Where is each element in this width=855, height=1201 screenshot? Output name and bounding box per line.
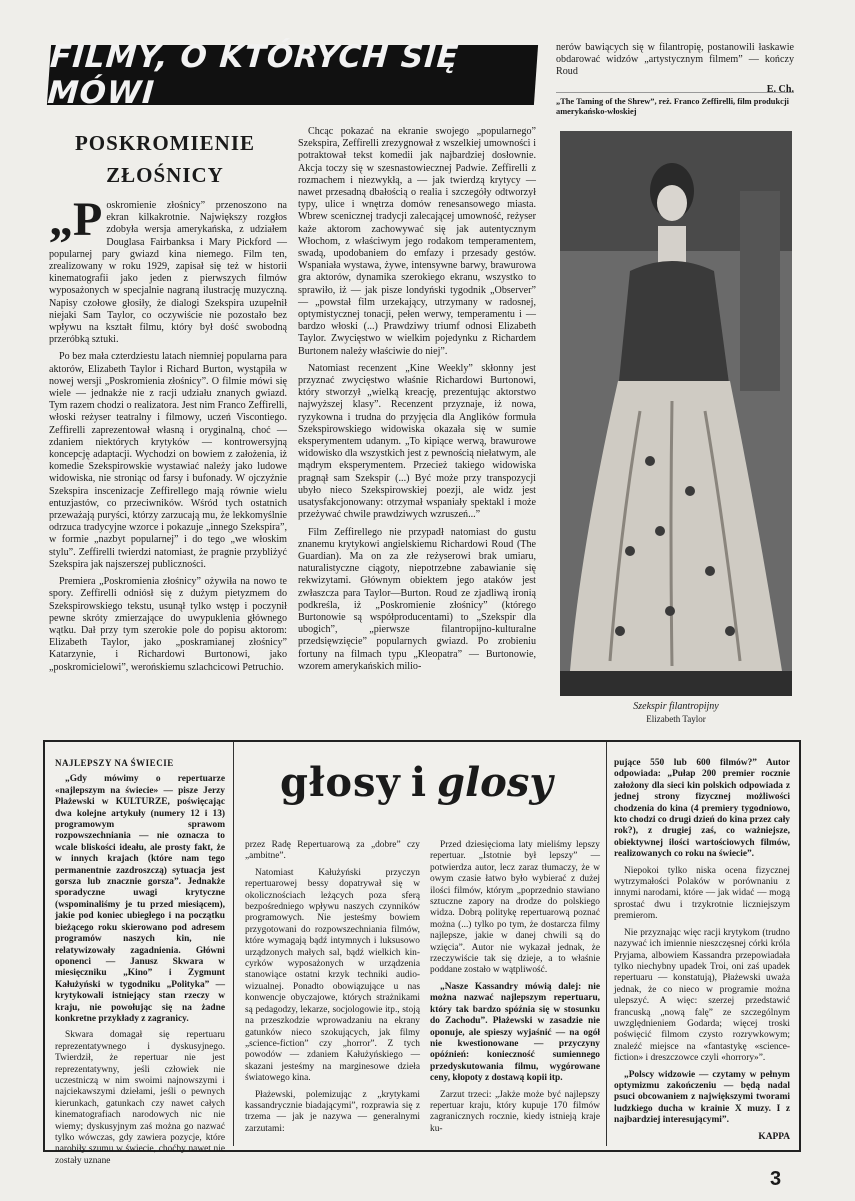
glosy-column-4	[614, 758, 790, 1143]
glosy-paragraph: Skwara domagał się repertuaru reprezentatywnego i dyskusyjnego. Twierdził, że repertuar nie jest reprezentatywny, jeśli człowiek nie uczestniczą w nim swoimi najnowszymi i najciekawszymi dziełami, jeśli o pewnych kierunkach, gatunkach czy nawet całych kinematografiach narodowych nic nie wiemy; dyskusyjnym zaś można go nazwać tylko wówczas, gdy zawiera pozycje, które narobiły szumu w świecie, choćby nawet nie zostały uznane	[55, 1030, 225, 1166]
glosy-column-heading: NAJLEPSZY NA ŚWIECIE	[55, 758, 174, 768]
glosy-paragraph: Płażewski, polemizując z „krytykami kassandrycznie biadającymi”, rozprawia się z trzema — jak je nazywa — generalnymi zarzutami:	[245, 1089, 420, 1134]
glosy-paragraph: Niepokoi tylko niska ocena fizycznej wytrzymałości Polaków w porównaniu z innymi narodami, które — jak widać — mogą sprostać dwu i trzykrotnie liczniejszym premierom.	[614, 865, 790, 922]
article-column-2	[298, 126, 536, 726]
article-paragraph: oskromienie złośnicy” przenoszono na ekran kilkakrotnie. Największy rozgłos zdobyła wersja amerykańska, z udziałem Douglasa Fairbanksa i Mary Pickford — popularnej pary gwiazd kina niemego. Film ten, zrealizowany w roku 1929, zapisał się też w historii kinematografii jako jeden z pierwszych filmów wyposażonych w specjalnie nagraną ilustrację muzyczną. Napisy czołowe głosiły, że dialogi Szekspira uzupełnił niejaki Sam Taylor, co oczywiście nie pozostało bez wpływu na kształt filmu, który był dość swobodną przeróbką sztuki.	[49, 200, 287, 346]
glosy-paragraph: „Gdy mówimy o repertuarze «najlepszym na świecie» — pisze Jerzy Płażewski w KULTURZE, poświęcając dwa kolejne artykuły (numery 12 i 13) programowym sprawom rozpowszechniania — nie oznacza to wcale bliskości ideału, ale prosty fakt, że w innych krajach (które nam tego permanentnie zazdroszczą) sytuacja jest gorsza lub znacznie gorsza”. Jednakże sporadyczne uwagi krytyczne (wspominaliśmy je tu przed miesiącem), jakie pod koniec ubiegłego i na początku bieżącego roku skierowano pod adresem programów naszych kin, nie relatywizowały zagadnienia. Główni oponenci — Janusz Skwara w miesięczniku „Kino” i Zygmunt Kałużyński w tygodniku „Polityka” — krytykowali istniejący stan rzeczy w kraju, nie powołując się na żadne konkretne przykłady z zagranicy.	[55, 774, 225, 1024]
film-credit-caption: „The Taming of the Shrew”, reż. Franco Zeffirelli, film produkcji amerykańsko-włoskiej	[556, 92, 794, 117]
glosy-paragraph: „Nasze Kassandry mówią dalej: nie można nazwać najlepszym repertuaru, który tak bardzo spóźnia się w stosunku do Zachodu”. Płażewski w zasadzie nie oponuje, ale spieszy wyjaśnić — na ogół nie kwestionowane — przyczyny opóźnień: konieczność sumiennego przedyskutowania filmu, wygórowane ceny, kłopoty z dostawą kopii itp.	[430, 981, 600, 1084]
photo-caption-title: Szekspir filantropijny	[633, 701, 719, 712]
article-title-line2: ZŁOŚNICY	[106, 163, 224, 187]
page-number: 3	[770, 1168, 782, 1190]
glosy-title	[280, 754, 570, 814]
article-signature: E. Ch.	[766, 83, 794, 95]
article-paragraph: Chcąc pokazać na ekranie swojego „popularnego” Szekspira, Zeffirelli zrezygnował z wszelkiej umowności i potraktował tekst komedii jak najbardziej dosłownie. Akcja toczy się w szesnastowiecznej Padwie. Zeffirelli z rozmachem i niezwykłą, a — jak twierdzą krytycy — nawet przesadną dbałością o realia i szczegóły odtworzył typy, ulice i wnętrza domów renesansowego miasta. Wbrew scenicznej tradycji zalecającej umowność, reżyser każe aktorom zachowywać się jak autentycznym Włochom, z właściwym jego rodakom temperamentem, swadą, upodobaniem do emfazy i przesady gestów. Wspaniała wystawa, żywe, intensywne barwy, brawurowa gra aktorów, dynamika szerokiego ekranu, wszystko to sprawiło, iż — jak pisze londyński tygodnik „Observer” — „powstał film urzekający, utrzymany w radosnej, optymistycznej tonacji, pełen werwy, temperamentu i — bardzo włoski (...) Prawdziwy triumf odnosi Elizabeth Taylor. Zwycięstwo w wielkim pojedynku z Richardem Burtonem należy właściwie do niej”.	[298, 126, 536, 357]
glosy-paragraph: przez Radę Repertuarową za „dobre” czy „ambitne”.	[245, 840, 420, 862]
glosy-column-3	[430, 840, 600, 1140]
article-paragraph: Po bez mała czterdziestu latach niemniej popularna para aktorów, Elizabeth Taylor i Richard Burton, wystąpiła w nowej wersji „Poskromienia złośnicy”. O filmie mówi się wiele — jednakże nie z racji udziału znanych gwiazd. Tym razem chodzi o realizatora. Jest nim Franco Zeffirelli, włoski reżyser teatralny i filmowy, uczeń Viscontiego. Zeffirelli zaprezentował własną i oryginalną, choć — zdaniem niektórych krytyków — kontrowersyjną koncepcję adaptacji. Wychodzi on bowiem z założenia, iż komedie Szekspirowskie wystawiać należy jako ludowe widowiska, nie stroniąc od farsy i bufonady. W ojczyźnie Szekspira inscenizacje Zeffirellego mają równie wielu entuzjastów, co przeciwników. Wśród tych ostatnich przeważają puryści, którzy zarzucają mu, że lekkomyślnie odrzuca tradycyjne wzorce i pokazuje „innego Szekspira”, w formie „nazbyt popularnej” i do tego „we włoskim stylu”. Zeffirelli twierdzi natomiast, że pragnie przybliżyć Szekspira jak najszerszej publiczności.	[49, 351, 287, 570]
glosy-paragraph: „Polscy widzowie — czytamy w pełnym optymizmu zakończeniu — będą nadal psuci obcowaniem z największymi tworami ludzkiego ducha w krainie X muzy. I z najbardziej interesującymi”.	[614, 1069, 790, 1126]
article-paragraph: nerów bawiących się w filantropię, postanowili łaskawie obdarować widzów „artystycznym filmem” — kończy Roud	[556, 42, 794, 78]
glosy-paragraph: Zarzut trzeci: „Jakże może być najlepszy repertuar kraju, który kupuje 170 filmów zagranicznych rocznie, kiedy istnieją kraje ku-	[430, 1089, 600, 1134]
glosy-title-part3: glosy	[437, 759, 553, 806]
article-title-line1: POSKROMIENIE	[74, 131, 256, 155]
glosy-signature: KAPPA	[758, 1131, 790, 1142]
glosy-paragraph: Przed dziesięcioma laty mieliśmy lepszy repertuar. „Istotnie był lepszy” — potwierdza autor, lecz zaraz tłumaczy, że w owym czasie łatwo było wybierać z dużej ilości filmów, którym „poprzednio stawiano sztuczne zapory na drodze do polskiego widza. Dobrą politykę repertuarową poznać można (...) tylko po tym, że dostarcza filmy najlepsze, jakie w danej chwili są do wzięcia”. Autor nie wykazał jednak, że rzeczywiście tak się dzieje, a to właśnie poddane zostało w wątpliwość.	[430, 840, 600, 976]
column-divider	[233, 742, 234, 1146]
glosy-column-2	[245, 840, 420, 1140]
glosy-paragraph: Natomiast Kałużyński przyczyn repertuarowej bessy dopatrywał się w okolicznościach leżących poza sferą bezpośredniego wpływu naszych czynników programowych. Nie jesteśmy bowiem przygotowani do rozpowszechniania filmów, które wymagają bądź intymnych i luksusowo urządzonych małych sal, bądź wielkich kin-cyrków wyposażonych w urządzenia stanowiące ostatni krzyk techniki audio-wizualnej. Ponadto obowiązujące u nas konwencje obyczajowe, których strażnikami są pedagodzy, lekarze, socjologowie itp., stoją na przeszkodzie wprowadzaniu na ekrany gatunków nieco szokujących, jak filmy „science-fiction” czy „horror”. Z tych powodów — zdaniem Kałużyńskiego — skazani jesteśmy na marginesowe dzieła światowego kina.	[245, 867, 420, 1084]
photo-caption	[560, 700, 792, 726]
article-paragraph: Natomiast recenzent „Kine Weekly” skłonny jest przyznać zwycięstwo właśnie Richardowi Burtonowi, który stworzył „wielką kreację, prezentując aktorstwo najwyższej klasy”. Recenzent przyznaje, iż nowa, ryzykowna i trudna do przyjęcia dla Anglików formuła Szekspirowskiego widowiska okazała się w sumie eksperymentem udanym. „To kipiące werwą, brawurowe widowisko dla wszystkich jest z pewnością niełatwym, ale mądrym eksperymentem. Przecież takiego widowiska pragnął sam Szekspir (...) Być może przy transpozycji ubyło nieco Szekspirowskiej poezji, ale widz jest usatysfakcjonowany: otrzymał wspaniały spektakl i może przeżywać chwile prawdziwych wzruszeń...”	[298, 362, 536, 521]
elizabeth-taylor-photo	[560, 131, 792, 696]
article-title	[55, 127, 275, 191]
glosy-paragraph: Nie przyznając więc racji krytykom (trudno nazywać ich imiennie nieszczęsnej córki króla Pryjama, albowiem Kassandra przepowiadała tylko niechybny upadek Troi, oni zaś upadek repertuaru — konstatują), Płażewski uważa jednak, że co nieco w programie można ulepszyć. A więc: szerzej przedstawić francuską „nową falę” ze szczególnym uwzględnieniem Godarda; więcej troski poświęcić filmom czysto rozrywkowym; znaleźć miejsce na «fantastykę «science-fiction» i dreszczowce czyli «horrory»”.	[614, 927, 790, 1064]
glosy-paragraph: pujące 550 lub 600 filmów?” Autor odpowiada: „Pułap 200 premier rocznie założony dla sieci kin polskich odpowiada z jednej strony fizycznej możliwości chodzenia do kina (4 premiery tygodniowo, kto chodzi co drugi dzień do kina przez cały rok?), z drugiej zaś, co ważniejsze, obiektywnej ilości wartościowych filmów, realizowanych co roku na świecie”.	[614, 758, 790, 860]
article-paragraph: Film Zeffirellego nie przypadł natomiast do gustu znanemu krytykowi angielskiemu Richardowi Roud (The Guardian). Ma on za złe reżyserowi brak umiaru, naturalistyczne ciągoty, niepotrzebne zabawianie się rekwizytami. Głównym obiektem jego ataków jest zwłaszcza para Taylor—Burton. Roud ze zjadliwą ironią podkreśla, iż „Poskromienie złośnicy” (którego Burtonowie są współproducentami) to „Szekspir dla ubogich”, „pierwsze filantropijno-kulturalne przedsięwzięcie” popularnych gwiazd. Po zrobieniu fortuny na filmach typu „Kleopatra” — Burtonowie, wzorem amerykańskich milio-	[298, 526, 536, 672]
section-banner: FILMY, O KTÓRYCH SIĘ MÓWI	[47, 45, 538, 105]
article-column-1	[49, 193, 287, 720]
film-still-photo	[560, 131, 792, 696]
photo-caption-name: Elizabeth Taylor	[646, 714, 706, 724]
article-paragraph: Premiera „Poskromienia złośnicy” ożywiła na nowo te spory. Zeffirelli odniósł się z dużym pietyzmem do Szekspirowskiego tekstu, usunął tylko wstęp i poczynił pewne skróty zmierzające do uwypuklenia głównego wątku. Dał przy tym szerokie pole do popisu aktorom: Elizabeth Taylor, jako „poskramianej złośnicy” Katarzynie, i Richardowi Burtonowi, jako „poskromicielowi”, werońskiemu szlachcicowi Petruchio.	[49, 576, 287, 673]
glosy-title-part1: głosy	[280, 759, 401, 806]
dropcap: „P	[49, 193, 103, 246]
glosy-column-1	[55, 758, 225, 1166]
column-divider	[606, 742, 607, 1146]
article-column-3-top	[556, 42, 794, 95]
glosy-title-part2: i	[410, 759, 428, 806]
